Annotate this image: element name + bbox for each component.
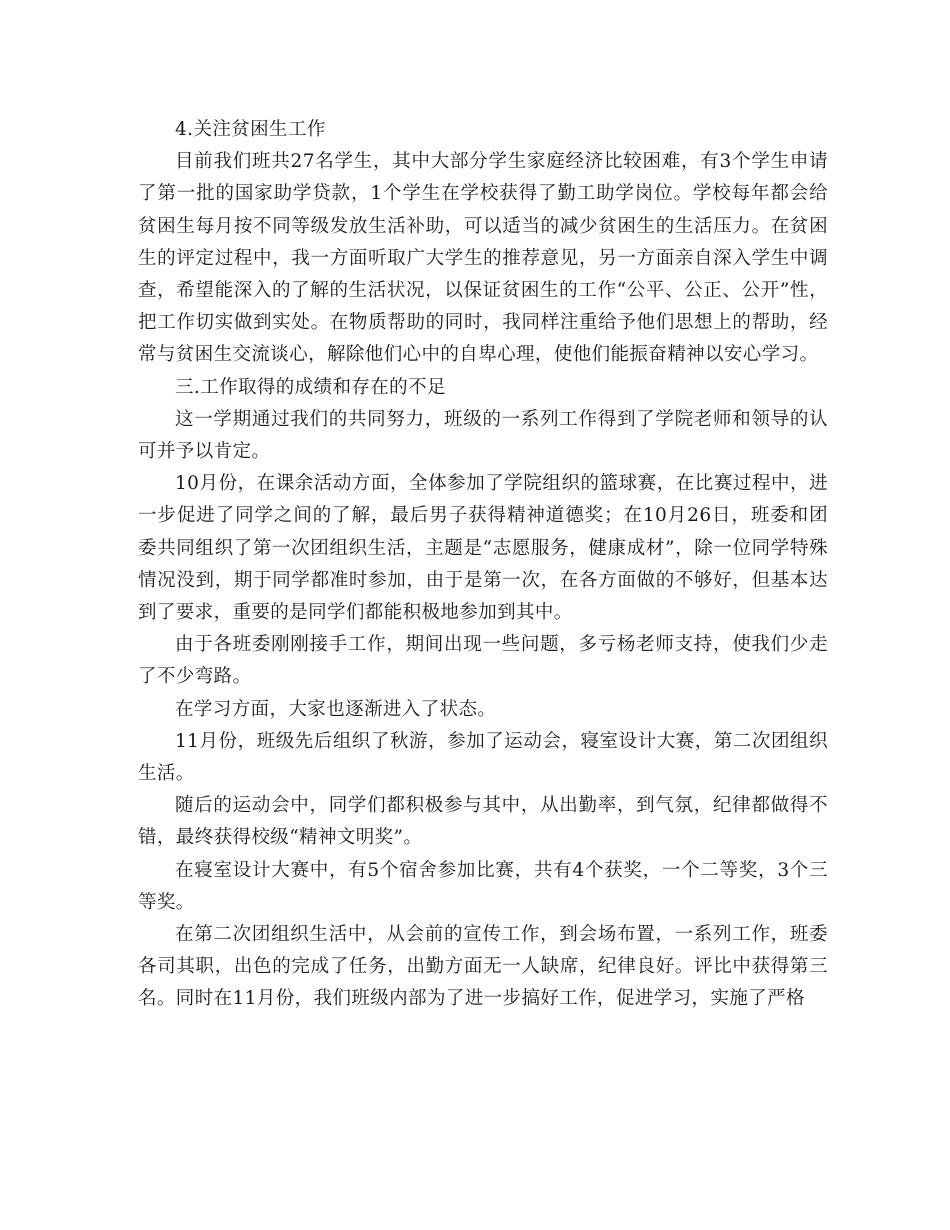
paragraph-dorm-contest: 在寝室设计大赛中，有5个宿舍参加比赛，共有4个获奖，一个二等奖，3个三等奖。 — [138, 859, 828, 913]
paragraph-november: 11月份，班级先后组织了秋游，参加了运动会，寝室设计大赛，第二次团组织生活。 — [138, 730, 828, 785]
paragraph-october: 10月份，在课余活动方面，全体参加了学院组织的篮球赛，在比赛过程中，进一步促进了同学之间的了解，最后男子获得精神道德奖；在10月26日，班委和团委共同组织了第一次团组织生活，主题是“志愿服务，健康成材”，除一位同学特殊情况没到，期于同学都准时参加，由于是第一次，在各方面做的不够好，但基本达到了要求，重要的是同学们都能积极地参加到其中。 — [138, 473, 828, 624]
paragraph-league-activity: 在第二次团组织生活中，从会前的宣传工作，到会场布置，一系列工作，班委各司其职，出色的完成了任务，出勤方面无一人缺席，纪律良好。评比中获得第三名。同时在11月份，我们班级内部为了进一步搞好工作，促进学习，实施了严格 — [138, 924, 828, 1010]
section-heading-poor-students: 4.关注贫困生工作 — [175, 119, 326, 140]
paragraph-sports-meet: 随后的运动会中，同学们都积极参与其中，从出勤率，到气氛，纪律都做得不错，最终获得校级“精神文明奖”。 — [138, 795, 828, 849]
paragraph-poor-students: 目前我们班共27名学生，其中大部分学生家庭经济比较困难，有3个学生申请了第一批的国家助学贷款，1个学生在学校获得了勤工助学岗位。学校每年都会给贫困生每月按不同等级发放生活补助，可以适当的减少贫困生的生活压力。在贫困生的评定过程中，我一方面听取广大学生的推荐意见，另一方面亲自深入学生中调查，希望能深入的了解的生活状况，以保证贫困生的工作“公平、公正、公开”性，把工作切实做到实处。在物质帮助的同时，我同样注重给予他们思想上的帮助，经常与贫困生交流谈心，解除他们心中的自卑心理，使他们能振奋精神以安心学习。 — [138, 151, 828, 366]
section-heading-achievements: 三.工作取得的成绩和存在的不足 — [175, 376, 446, 398]
paragraph-study: 在学习方面，大家也逐渐进入了状态。 — [175, 698, 497, 720]
document-page — [138, 114, 828, 1016]
paragraph-recognition: 这一学期通过我们的共同努力，班级的一系列工作得到了学院老师和领导的认可并予以肯定。 — [138, 408, 828, 463]
paragraph-committee: 由于各班委刚刚接手工作，期间出现一些问题，多亏杨老师支持，使我们少走了不少弯路。 — [138, 634, 828, 688]
